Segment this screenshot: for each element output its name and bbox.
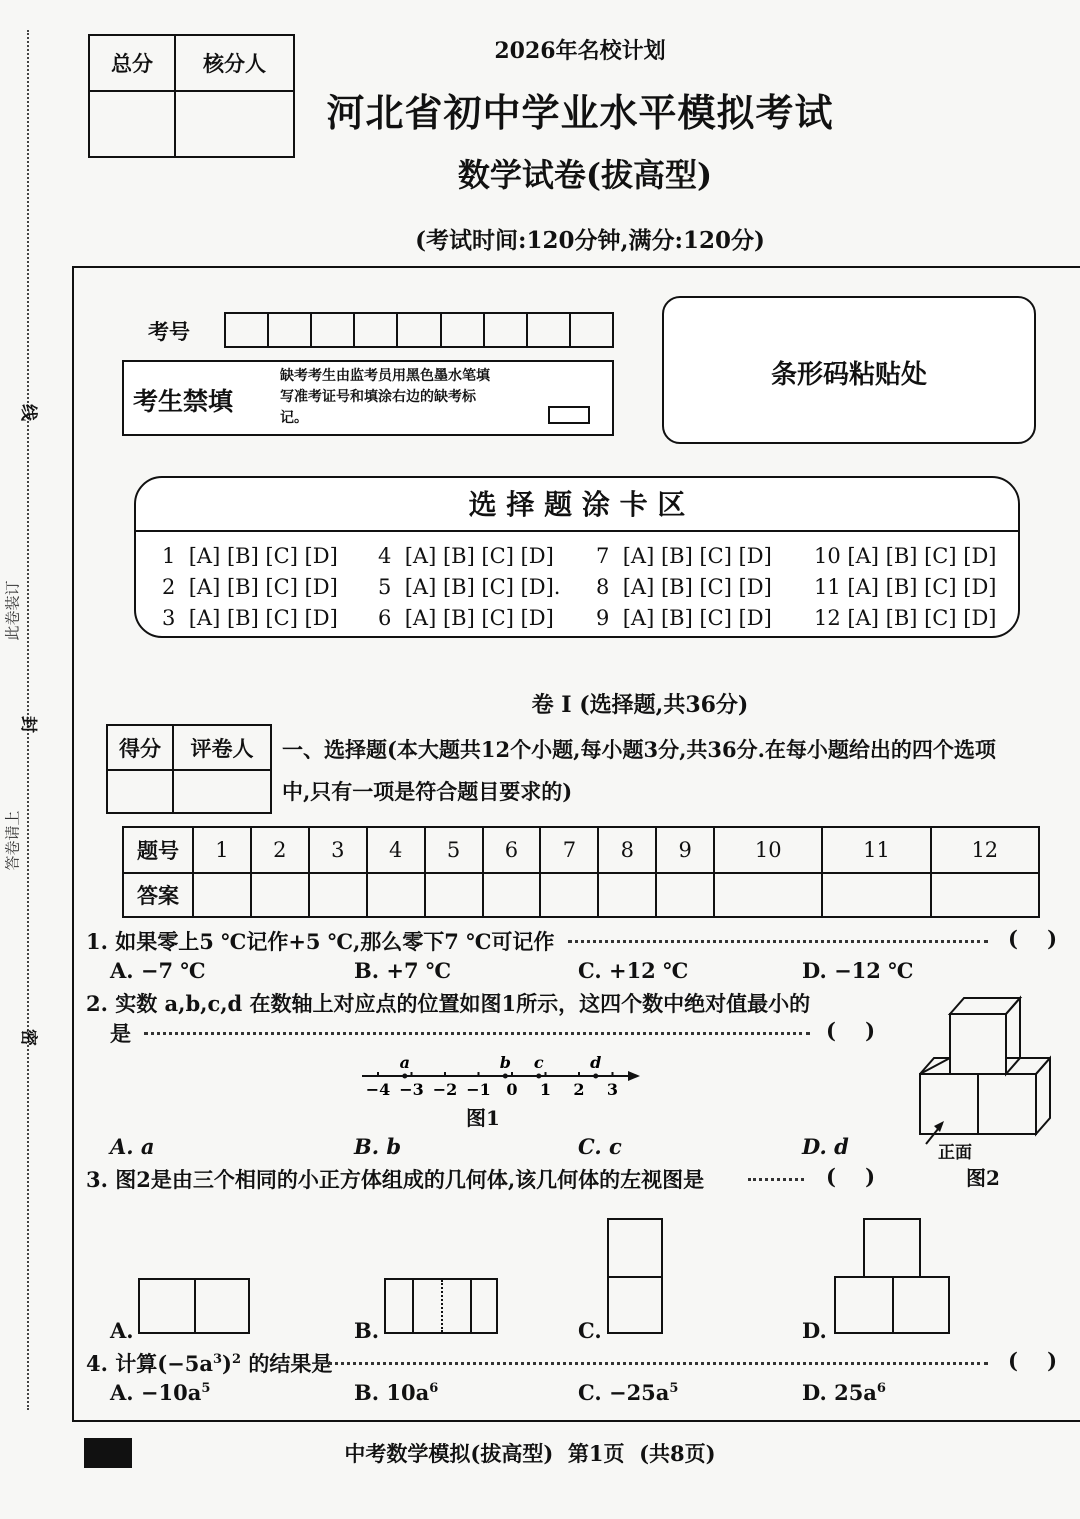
forbidden-label: 考生禁填 [133, 387, 234, 416]
q4-stem-pre: 4. 计算(−5a [86, 1351, 213, 1376]
answer-table-number-label: 题号 [123, 827, 193, 873]
answer-cell[interactable] [425, 873, 483, 917]
q3-option-c[interactable]: C. [578, 1318, 602, 1343]
q4-stem-exp1: 3 [212, 1352, 223, 1367]
answer-cell[interactable] [822, 873, 930, 917]
card-item[interactable]: 12 [A] [B] [C] [D] [814, 606, 997, 630]
section-grader-cell[interactable] [173, 770, 271, 813]
q4-option-a[interactable] [110, 1380, 210, 1405]
answer-cell[interactable] [193, 873, 251, 917]
exam-title: 河北省初中学业水平模拟考试 [326, 90, 834, 135]
margin-seal2-char: 密 [18, 1029, 38, 1046]
q2-leader-dots [144, 1032, 810, 1035]
section-instruction-line1: 一、选择题(本大题共12个小题,每小题3分,共36分.在每小题给出的四个选项 [282, 737, 996, 762]
card-item[interactable]: 8 [A] [B] [C] [D] [596, 575, 772, 599]
card-item[interactable]: 9 [A] [B] [C] [D] [596, 606, 772, 630]
footer-black-mark [84, 1438, 132, 1468]
answer-cell[interactable] [483, 873, 541, 917]
number-line-tick-label: −2 [432, 1080, 458, 1099]
q1-leader-dots [568, 940, 988, 943]
number-line-point [593, 1074, 598, 1079]
card-item[interactable]: 5 [A] [B] [C] [D]. [378, 575, 561, 599]
number-line-tick-label: 3 [606, 1080, 619, 1099]
exam-number-label: 考号 [148, 319, 190, 344]
answer-card-divider [134, 530, 1020, 532]
answer-cell[interactable] [540, 873, 598, 917]
q4-option-b-exp: 6 [429, 1381, 439, 1396]
answer-table-number: 2 [251, 827, 309, 873]
exam-number-boxes[interactable] [224, 312, 614, 348]
card-item[interactable]: 4 [A] [B] [C] [D] [378, 544, 554, 568]
barcode-label: 条形码粘贴处 [770, 360, 927, 390]
total-score-cell[interactable] [89, 91, 175, 157]
q1-stem: 1. 如果零上5 ℃记作+5 ℃,那么零下7 ℃可记作 [86, 929, 555, 954]
number-line-point-label: a [399, 1053, 410, 1072]
answer-table-number: 11 [822, 827, 930, 873]
answer-table-number: 12 [931, 827, 1039, 873]
answer-cell[interactable] [598, 873, 656, 917]
section-score-label: 得分 [107, 725, 173, 770]
q4-option-a-exp: 5 [201, 1381, 211, 1396]
card-item[interactable]: 7 [A] [B] [C] [D] [596, 544, 772, 568]
card-item[interactable]: 10 [A] [B] [C] [D] [814, 544, 997, 568]
q4-stem-post: 的结果是 [241, 1351, 333, 1376]
number-line-arrow-icon [628, 1071, 640, 1081]
q4-option-c-text: C. −25a [578, 1380, 670, 1405]
q4-stem [86, 1348, 332, 1378]
number-line-point-label: c [533, 1053, 544, 1072]
q4-option-d-text: D. 25a [802, 1380, 877, 1405]
q3-option-d-figure[interactable] [834, 1218, 950, 1334]
q4-option-b[interactable] [354, 1380, 438, 1405]
section-score-cell[interactable] [107, 770, 173, 813]
q4-leader-dots [328, 1362, 988, 1365]
number-line-tick-label: 2 [573, 1080, 585, 1099]
q3-paren: ( ) [826, 1164, 876, 1189]
total-score-label: 总分 [89, 35, 175, 91]
number-line-tick-label: −3 [399, 1080, 424, 1099]
q1-option-d[interactable]: D. −12 ℃ [802, 958, 914, 983]
answer-table-number: 8 [598, 827, 656, 873]
q4-paren: ( ) [1008, 1348, 1058, 1373]
q2-option-c[interactable]: C. c [578, 1134, 622, 1159]
figure2-front-label: 正面 [938, 1143, 972, 1163]
checker-cell[interactable] [175, 91, 294, 157]
q2-stem-line1: 2. 实数 a,b,c,d 在数轴上对应点的位置如图1所示，这四个数中绝对值最小的 [86, 991, 811, 1016]
answer-table-number: 1 [193, 827, 251, 873]
answer-card-title: 选 择 题 涂 卡 区 [468, 488, 686, 521]
figure1-label: 图1 [466, 1106, 500, 1130]
card-item[interactable]: 1 [A] [B] [C] [D] [162, 544, 338, 568]
answer-table-answer-label: 答案 [123, 873, 193, 917]
card-item[interactable]: 6 [A] [B] [C] [D] [378, 606, 554, 630]
q1-paren: ( ) [1008, 926, 1058, 951]
section-score-table [106, 724, 272, 814]
number-line-tick-label: 1 [539, 1080, 552, 1099]
number-line-point-label: d [590, 1053, 602, 1072]
absence-mark-box[interactable] [548, 406, 590, 424]
q4-stem-mid: ) [222, 1351, 232, 1376]
answer-cell[interactable] [309, 873, 367, 917]
exam-info: (考试时间:120分钟,满分:120分) [415, 227, 765, 254]
q4-option-b-text: B. 10a [354, 1380, 430, 1405]
figure2-label: 图2 [966, 1166, 1000, 1190]
q2-stem-line2: 是 [110, 1021, 131, 1046]
number-line-tick-label: −1 [466, 1080, 491, 1099]
checker-label: 核分人 [175, 35, 294, 91]
number-line-point [536, 1074, 541, 1079]
q2-paren: ( ) [826, 1018, 876, 1043]
answer-table-number: 4 [367, 827, 425, 873]
total-score-table [88, 34, 295, 158]
q3-stem: 3. 图2是由三个相同的小正方体组成的几何体,该几何体的左视图是 [86, 1167, 705, 1192]
forbidden-note: 缺考考生由监考员用黑色墨水笔填写准考证号和填涂右边的缺考标记。 [280, 368, 490, 426]
q4-option-c-exp: 5 [669, 1381, 679, 1396]
answer-table-number: 3 [309, 827, 367, 873]
q3-option-b-figure[interactable] [384, 1278, 498, 1334]
number-line-figure [356, 1046, 656, 1102]
margin-line-char: 线 [18, 404, 38, 421]
q3-leader-dots [748, 1178, 804, 1181]
margin-vertical-text-1: 此卷装订 [3, 580, 22, 641]
q1-option-a[interactable]: A. −7 ℃ [110, 958, 206, 983]
answer-table [122, 826, 1040, 918]
answer-table-number: 10 [714, 827, 822, 873]
number-line-tick-label: 0 [506, 1080, 518, 1099]
footer-text: 中考数学模拟(拔高型) 第1页 (共8页) [344, 1441, 716, 1466]
figure2-cubes [912, 994, 1062, 1164]
q2-option-d[interactable]: D. d [802, 1134, 849, 1159]
answer-cell[interactable] [656, 873, 714, 917]
q3-option-a[interactable]: A. [110, 1318, 134, 1343]
answer-cell[interactable] [714, 873, 822, 917]
q4-option-a-text: A. −10a [110, 1380, 202, 1405]
q2-option-b[interactable]: B. b [354, 1134, 402, 1159]
number-line-point [402, 1074, 407, 1079]
margin-vertical-text-2: 答卷请上 [3, 810, 22, 871]
answer-table-number: 9 [656, 827, 714, 873]
section-heading: 卷 I (选择题,共36分) [531, 692, 749, 718]
margin-seal-char: 封 [18, 716, 38, 733]
q4-option-d[interactable] [802, 1380, 886, 1405]
q3-option-d[interactable]: D. [802, 1318, 827, 1343]
number-line-point [503, 1074, 508, 1079]
answer-cell[interactable] [251, 873, 309, 917]
plan-title: 2026年名校计划 [494, 38, 666, 64]
section-grader-label: 评卷人 [173, 725, 271, 770]
answer-cell[interactable] [931, 873, 1039, 917]
card-item[interactable]: 11 [A] [B] [C] [D] [814, 575, 997, 599]
q2-option-a[interactable]: A. a [110, 1134, 155, 1159]
answer-table-number: 6 [483, 827, 541, 873]
q4-option-d-exp: 6 [876, 1381, 886, 1396]
answer-table-number: 7 [540, 827, 598, 873]
exam-subtitle: 数学试卷(拔高型) [457, 156, 713, 194]
q1-option-c[interactable]: C. +12 ℃ [578, 958, 689, 983]
q3-option-c-figure[interactable] [607, 1218, 663, 1334]
q4-stem-exp2: 2 [231, 1352, 242, 1367]
q4-option-c[interactable] [578, 1380, 678, 1405]
card-item[interactable]: 2 [A] [B] [C] [D] [162, 575, 338, 599]
q3-option-b[interactable]: B. [354, 1318, 380, 1343]
section-instruction-line2: 中,只有一项是符合题目要求的) [282, 779, 573, 804]
number-line-point-label: b [499, 1053, 511, 1072]
q3-option-a-figure[interactable] [138, 1278, 250, 1334]
card-item[interactable]: 3 [A] [B] [C] [D] [162, 606, 338, 630]
q1-option-b[interactable]: B. +7 ℃ [354, 958, 452, 983]
answer-table-number: 5 [425, 827, 483, 873]
number-line-tick-label: −4 [365, 1080, 391, 1099]
answer-cell[interactable] [367, 873, 425, 917]
